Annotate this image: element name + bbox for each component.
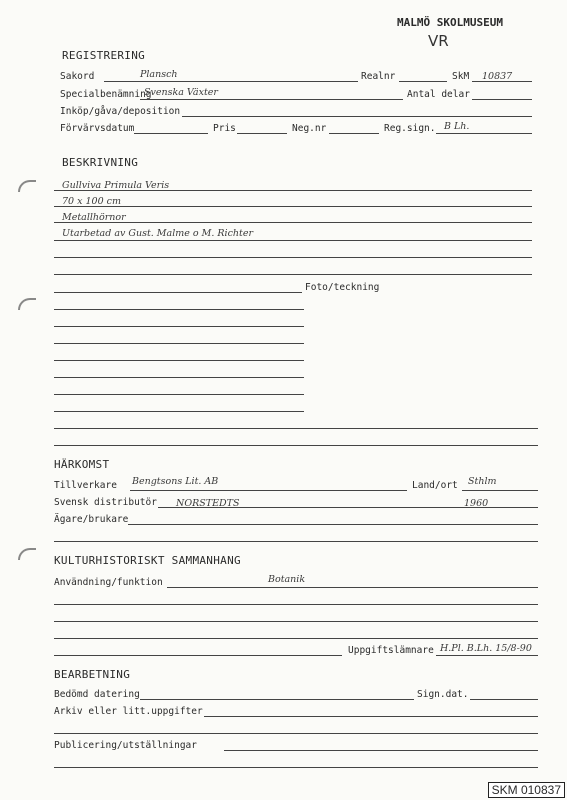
land-ort-value: Sthlm — [468, 476, 497, 487]
description-rule — [54, 274, 532, 275]
arkiv-label: Arkiv eller litt.uppgifter — [54, 706, 203, 717]
photo-rule — [54, 326, 304, 327]
tillverkare-label: Tillverkare — [54, 480, 117, 491]
tillverkare-value: Bengtsons Lit. AB — [132, 476, 219, 487]
section-heading-registrering: REGISTRERING — [62, 49, 146, 62]
photo-rule — [54, 411, 304, 412]
sakord-line — [104, 81, 358, 82]
anvandning-value: Botanik — [268, 574, 306, 585]
antal-delar-line — [472, 99, 532, 100]
section-heading-harkomst: HÄRKOMST — [54, 458, 110, 471]
forvarvsdatum-label: Förvärvsdatum — [60, 123, 135, 134]
tillverkare-line — [130, 490, 407, 491]
skm-label: SkM — [452, 71, 470, 82]
harkomst-rule — [54, 541, 538, 542]
arkiv-line — [204, 716, 538, 717]
description-line-1: Gullviva Primula Veris — [62, 180, 170, 191]
sakord-label: Sakord — [60, 71, 95, 82]
section-heading-kultur: KULTURHISTORISKT SAMMANHANG — [54, 554, 241, 567]
regsign-line — [436, 133, 532, 134]
realnr-label: Realnr — [361, 71, 396, 82]
bedomd-datering-label: Bedömd datering — [54, 689, 140, 700]
punch-hole-mark — [18, 180, 36, 192]
specialbenamning-line — [140, 99, 403, 100]
description-rule — [54, 222, 532, 223]
bedomd-datering-line — [140, 699, 414, 700]
publicering-label: Publicering/utställningar — [54, 740, 197, 751]
distributor-year: 1960 — [464, 498, 489, 509]
kultur-rule — [54, 604, 538, 605]
distributor-value: NORSTEDTS — [176, 498, 240, 509]
realnr-line — [399, 81, 447, 82]
description-rule — [54, 445, 538, 446]
section-heading-bearbetning: BEARBETNING — [54, 668, 131, 681]
pris-label: Pris — [213, 123, 236, 134]
regsign-value: B Lh. — [444, 121, 470, 132]
bearbetning-rule — [54, 767, 538, 768]
antal-delar-label: Antal delar — [407, 89, 470, 100]
sakord-value: Plansch — [140, 69, 178, 80]
photo-rule — [54, 377, 304, 378]
description-rule — [54, 190, 532, 191]
distributor-label: Svensk distributör — [54, 497, 157, 508]
catalog-number-label: SKM 010837 — [488, 782, 565, 798]
land-ort-line — [462, 490, 538, 491]
description-rule — [54, 206, 532, 207]
description-line-3: Metallhörnor — [62, 212, 126, 223]
photo-rule — [54, 292, 302, 293]
regsign-label: Reg.sign. — [384, 123, 436, 134]
anvandning-line — [167, 587, 538, 588]
photo-rule — [54, 360, 304, 361]
pris-line — [237, 133, 287, 134]
inkop-label: Inköp/gåva/deposition — [60, 106, 181, 117]
uppgiftslamnare-line — [436, 655, 538, 656]
photo-rule — [54, 309, 304, 310]
description-rule — [54, 428, 538, 429]
foto-teckning-label: Foto/teckning — [305, 282, 380, 293]
negnr-label: Neg.nr — [292, 123, 327, 134]
punch-hole-mark — [18, 548, 36, 560]
description-rule — [54, 257, 532, 258]
punch-hole-mark — [18, 298, 36, 310]
land-ort-label: Land/ort — [412, 480, 458, 491]
inkop-line — [182, 116, 532, 117]
photo-rule — [54, 343, 304, 344]
negnr-line — [329, 133, 379, 134]
kultur-rule — [54, 621, 538, 622]
museum-stamp: MALMÖ SKOLMUSEUM — [397, 16, 503, 29]
forvarvsdatum-line — [134, 133, 208, 134]
sign-dat-label: Sign.dat. — [417, 689, 469, 700]
photo-rule — [54, 394, 304, 395]
specialbenamning-value: Svenska Växter — [144, 87, 218, 98]
skm-value: 10837 — [482, 71, 513, 82]
description-line-2: 70 x 100 cm — [62, 196, 121, 207]
section-heading-beskrivning: BESKRIVNING — [62, 156, 139, 169]
description-line-4: Utarbetad av Gust. Malme o M. Richter — [62, 228, 254, 239]
specialbenamning-label: Specialbenämning — [60, 89, 152, 100]
kultur-rule — [54, 638, 538, 639]
handwritten-initials: VR — [428, 32, 449, 50]
publicering-line — [224, 750, 538, 751]
kultur-rule — [54, 655, 342, 656]
anvandning-label: Användning/funktion — [54, 577, 163, 588]
description-rule — [54, 240, 532, 241]
uppgiftslamnare-label: Uppgiftslämnare — [348, 645, 434, 656]
bearbetning-rule — [54, 733, 538, 734]
sign-dat-line — [470, 699, 538, 700]
uppgiftslamnare-value: H.Pl. B.Lh. 15/8-90 — [440, 643, 532, 654]
agare-brukare-line — [128, 524, 538, 525]
agare-brukare-label: Ägare/brukare — [54, 514, 129, 525]
